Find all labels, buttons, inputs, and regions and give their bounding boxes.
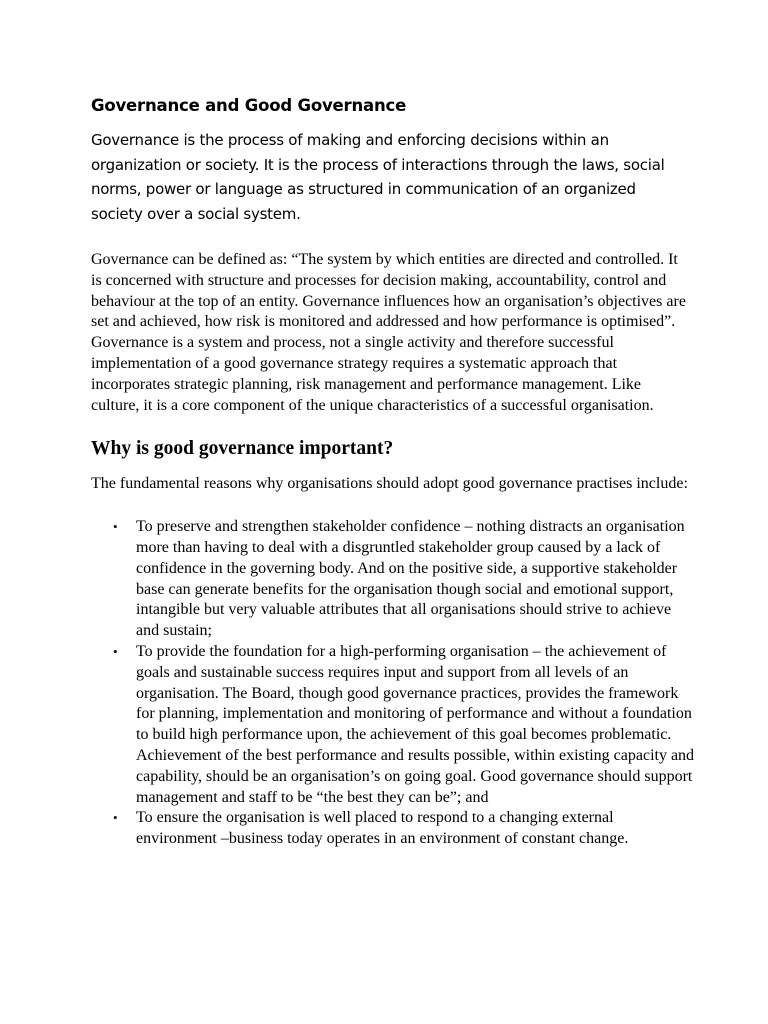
list-item xyxy=(91,808,696,850)
bullet-icon: • xyxy=(113,810,118,826)
list-item xyxy=(91,642,696,808)
list-item-text: To preserve and strengthen stakeholder confidence – nothing distracts an organisation more than having to deal with a disgruntled stakeholder group caused by a lack of confidence in the governing body. And on the positive side, a supportive stakeholder base can generate benefits for the organisation though social and emotional support, intangible but very valuable attributes that all organisations should strive to achieve and sustain; xyxy=(136,518,685,640)
list-item-text: To provide the foundation for a high-performing organisation – the achievement of goals and sustainable success requires input and support from all levels of an organisation. The Board, though good governance practices, provides the framework for planning, implementation and monitoring of performance and without a foundation to build high performance upon, the achievement of this goal becomes problematic. Achievement of the best performance and results possible, within existing capacity and capability, should be an organisation’s on going goal. Good governance should support management and staff to be “the best they can be”; and xyxy=(136,642,695,806)
list-item-text: To ensure the organisation is well placed to respond to a changing external environment –business today operates in an environment of constant change. xyxy=(136,809,629,848)
section-heading: Why is good governance important? xyxy=(91,438,394,460)
intro-paragraph: Governance is the process of making and enforcing decisions within an organization or society. It is the process of interactions through the laws, social norms, power or language as structured in communication of an organized society over a social system. xyxy=(91,131,665,223)
section-lead-paragraph: The fundamental reasons why organisations should adopt good governance practises include: xyxy=(91,475,688,493)
bullet-icon: • xyxy=(113,643,118,659)
document-title: Governance and Good Governance xyxy=(91,96,407,115)
list-item xyxy=(91,517,696,642)
bullet-icon: • xyxy=(113,519,118,535)
definition-paragraph: Governance can be defined as: “The system by which entities are directed and controlled. It is concerned with structure and processes for decision making, accountability, control and behaviour at the top of an entity. Governance influences how an organisation’s objectives are set and achieved, how risk is monitored and addressed and how performance is optimised”. Governance is a system and process, not a single activity and therefore successful implementation of a good governance strategy requires a systematic approach that incorporates strategic planning, risk management and performance management. Like culture, it is a core component of the unique characteristics of a successful organisation. xyxy=(91,251,686,414)
reasons-list xyxy=(91,517,695,850)
document-page xyxy=(91,94,695,850)
